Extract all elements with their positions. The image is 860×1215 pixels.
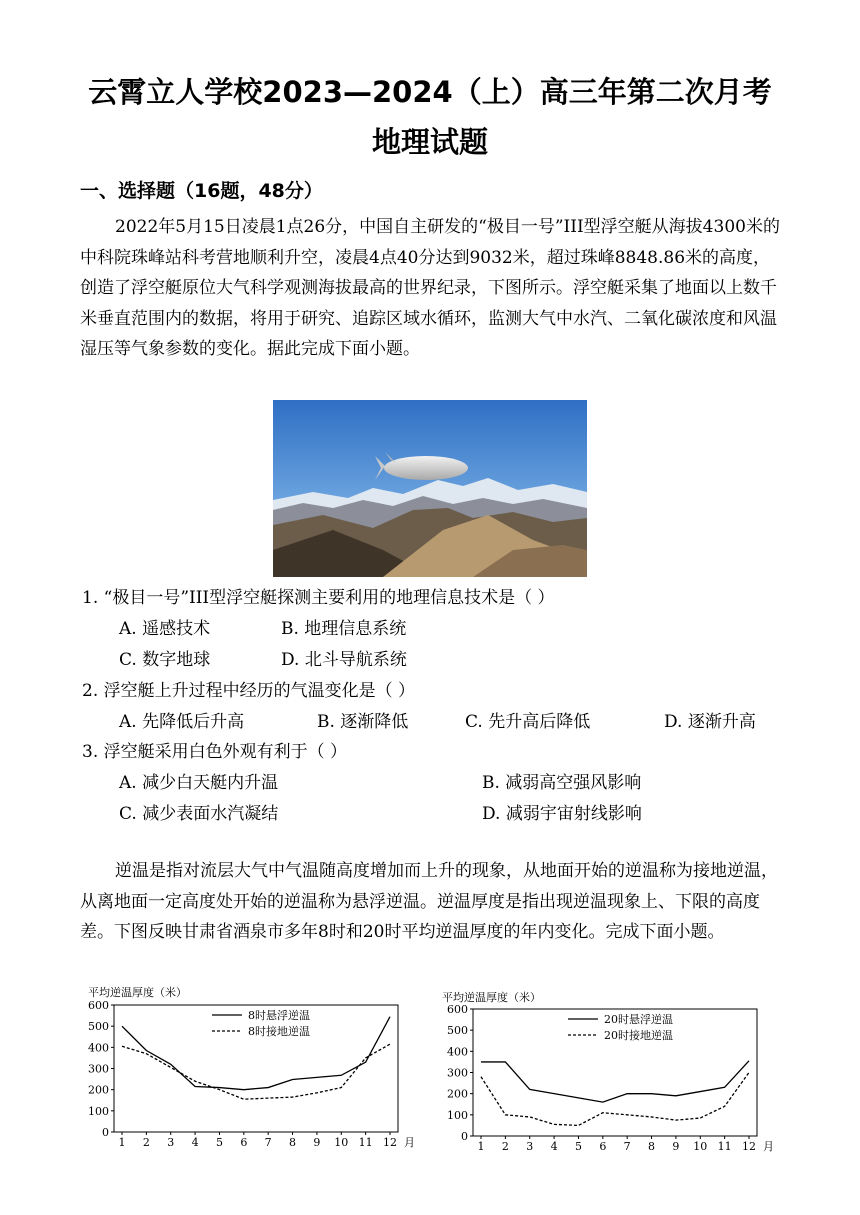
passage-2 <box>80 856 780 948</box>
x-tick-label: 5 <box>574 1140 582 1153</box>
y-tick-label: 200 <box>88 1083 109 1097</box>
x-tick-label: 8 <box>648 1140 656 1153</box>
passage-1 <box>80 212 780 365</box>
y-tick-label: 600 <box>88 999 109 1012</box>
question-1-stem: 1. “极目一号”III型浮空艇探测主要利用的地理信息技术是（ ） <box>82 588 555 608</box>
question-2-option-c[interactable]: C. 先升高后降低 <box>465 712 591 732</box>
question-3-option-a[interactable]: A. 减少白天艇内升温 <box>119 773 279 793</box>
chart-8am-inversion <box>80 982 420 1152</box>
y-tick-label: 300 <box>447 1066 468 1080</box>
x-tick-label: 4 <box>191 1136 199 1149</box>
x-tick-label: 7 <box>264 1136 272 1149</box>
y-tick-label: 300 <box>88 1062 109 1076</box>
legend-label: 20时悬浮逆温 <box>604 1013 673 1026</box>
y-tick-label: 0 <box>102 1126 109 1139</box>
x-tick-label: 10 <box>334 1136 349 1149</box>
y-tick-label: 500 <box>88 1020 109 1034</box>
x-tick-label: 4 <box>550 1140 558 1153</box>
x-tick-label: 3 <box>167 1136 175 1149</box>
section-heading: 一、选择题（16题，48分） <box>80 180 323 202</box>
x-axis-unit: 月 <box>763 1140 774 1153</box>
x-tick-label: 9 <box>672 1140 680 1153</box>
question-1-option-b[interactable]: B. 地理信息系统 <box>281 619 407 639</box>
question-3-option-c[interactable]: C. 减少表面水汽凝结 <box>119 804 279 824</box>
y-tick-label: 100 <box>447 1108 468 1122</box>
airship-photo <box>273 400 587 577</box>
question-2-stem: 2. 浮空艇上升过程中经历的气温变化是（ ） <box>82 681 416 701</box>
question-2-option-d[interactable]: D. 逐渐升高 <box>664 712 756 732</box>
x-tick-label: 12 <box>742 1140 756 1153</box>
x-tick-label: 11 <box>358 1136 373 1149</box>
question-1-option-a[interactable]: A. 遥感技术 <box>119 619 211 639</box>
x-tick-label: 6 <box>599 1140 607 1153</box>
x-tick-label: 12 <box>383 1136 397 1149</box>
series-line-1 <box>481 1061 749 1102</box>
question-2-option-a[interactable]: A. 先降低后升高 <box>119 712 245 732</box>
legend-label: 20时接地逆温 <box>604 1029 673 1042</box>
question-3-stem: 3. 浮空艇采用白色外观有利于（ ） <box>82 742 348 762</box>
x-tick-label: 2 <box>142 1136 150 1149</box>
passage-1-text: 2022年5月15日凌晨1点26分，中国自主研发的“极目一号”III型浮空艇从海拔4300米的中科院珠峰站科考营地顺利升空，凌晨4点40分达到9032米，超过珠峰8848.86米的高度，创造了浮空艇原位大气科学观测海拔最高的世界纪录，下图所示。浮空艇采集了地面以上数千米垂直范围内的数据，将用于研究、追踪区域水循环，监测大气中水汽、二氧化碳浓度和风温湿压等气象参数的变化。据此完成下面小题。 <box>80 217 780 359</box>
x-tick-label: 9 <box>313 1136 321 1149</box>
legend-label: 8时悬浮逆温 <box>248 1009 310 1022</box>
x-tick-label: 6 <box>240 1136 248 1149</box>
y-tick-label: 200 <box>447 1087 468 1101</box>
exam-subtitle: 地理试题 <box>371 125 488 159</box>
y-tick-label: 400 <box>88 1041 109 1055</box>
y-tick-label: 0 <box>461 1130 468 1143</box>
x-tick-label: 7 <box>623 1140 631 1153</box>
series-line-2 <box>122 1044 390 1099</box>
x-tick-label: 2 <box>501 1140 509 1153</box>
x-tick-label: 1 <box>118 1136 126 1149</box>
y-tick-label: 600 <box>447 1003 468 1016</box>
question-2-option-b[interactable]: B. 逐渐降低 <box>317 712 409 732</box>
x-tick-label: 11 <box>717 1140 732 1153</box>
x-axis-unit: 月 <box>404 1136 415 1149</box>
x-tick-label: 1 <box>477 1140 485 1153</box>
y-axis-label: 平均逆温厚度（米） <box>88 986 187 999</box>
y-tick-label: 100 <box>88 1104 109 1118</box>
question-1-option-d[interactable]: D. 北斗导航系统 <box>281 650 407 670</box>
x-tick-label: 10 <box>693 1140 708 1153</box>
passage-2-text: 逆温是指对流层大气中气温随高度增加而上升的现象，从地面开始的逆温称为接地逆温，从离地面一定高度处开始的逆温称为悬浮逆温。逆温厚度是指出现逆温现象上、下限的高度差。下图反映甘肃省酒泉市多年8时和20时平均逆温厚度的年内变化。完成下面小题。 <box>80 861 778 942</box>
chart-8pm-inversion <box>436 986 781 1154</box>
question-1-option-c[interactable]: C. 数字地球 <box>119 650 211 670</box>
question-3-option-d[interactable]: D. 减弱宇宙射线影响 <box>482 804 642 824</box>
y-axis-label: 平均逆温厚度（米） <box>442 991 541 1004</box>
x-tick-label: 8 <box>289 1136 297 1149</box>
y-tick-label: 400 <box>447 1045 468 1059</box>
x-tick-label: 5 <box>215 1136 223 1149</box>
x-tick-label: 3 <box>526 1140 534 1153</box>
legend-label: 8时接地逆温 <box>248 1025 310 1038</box>
exam-title: 云霄立人学校2023—2024（上）高三年第二次月考 <box>88 75 772 109</box>
y-tick-label: 500 <box>447 1024 468 1038</box>
question-3-option-b[interactable]: B. 减弱高空强风影响 <box>482 773 642 793</box>
